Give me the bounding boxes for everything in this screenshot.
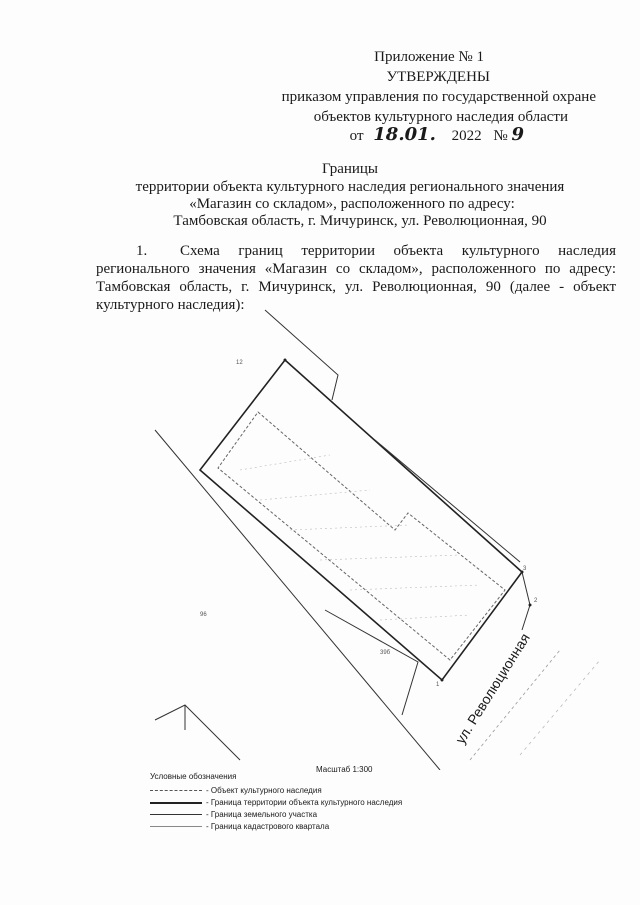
legend-swatch — [150, 826, 202, 827]
legend-item: - Граница земельного участка — [150, 810, 317, 819]
legend-swatch — [150, 814, 202, 815]
order-year: 2022 — [451, 128, 482, 144]
land-plot-line-top — [375, 440, 520, 562]
neighbor-plot-line — [265, 310, 338, 400]
heritage-object-outline — [218, 412, 505, 660]
point-label: 3 — [523, 566, 527, 572]
legend-item: - Объект культурного наследия — [150, 786, 322, 795]
plot-label: 96 — [200, 612, 207, 618]
appendix-label: Приложение № 1 — [374, 49, 484, 65]
title-line-4: Тамбовская область, г. Мичуринск, ул. Революционная, 90 — [173, 213, 547, 229]
boundary-point — [284, 359, 287, 362]
plot-label: 39б — [380, 650, 391, 656]
land-plot-line-right — [522, 572, 530, 630]
legend-item: - Граница территории объекта культурного наследия — [150, 798, 402, 807]
from-word: от — [349, 128, 364, 144]
point-label: 2 — [534, 598, 538, 604]
boundary-point — [441, 679, 444, 682]
point-label: 1 — [436, 682, 440, 688]
plot-label: 12 — [236, 360, 243, 366]
territory-boundary — [200, 360, 522, 680]
cadastral-quarter-line — [155, 430, 440, 770]
paragraph-text: Схема границ территории объекта культурного наследия регионального значения «Магазин со складом», расположенного по адресу: Тамбовская область, г. Мичуринск, ул. Революционная, 90 (далее - объект культурного наследия): — [96, 243, 616, 313]
order-line-2: объектов культурного наследия области — [313, 109, 568, 125]
legend-swatch — [150, 802, 202, 804]
lower-left-block — [155, 705, 240, 760]
street-label: ул. Революционная — [452, 630, 533, 747]
boundary-scheme-drawing — [0, 300, 640, 770]
paragraph-number: 1. — [136, 243, 148, 259]
order-date-line — [350, 125, 524, 146]
order-line-1: приказом управления по государственной охране — [281, 89, 596, 105]
title-line-1: Границы — [321, 161, 379, 177]
scale-label: Масштаб 1:300 — [316, 765, 373, 774]
handwritten-number: 9 — [511, 124, 524, 145]
number-sign: № — [493, 128, 508, 144]
handwritten-date: 18.01. — [373, 124, 436, 145]
lower-plot-line — [325, 610, 418, 715]
approved-label: УТВЕРЖДЕНЫ — [386, 69, 490, 85]
title-line-2: территории объекта культурного наследия регионального значения — [135, 179, 565, 195]
boundary-point — [529, 604, 532, 607]
legend-title: Условные обозначения — [150, 772, 237, 781]
title-line-3: «Магазин со складом», расположенного по адресу: — [189, 196, 515, 212]
legend-item: - Граница кадастрового квартала — [150, 822, 329, 831]
object-hatching — [240, 455, 480, 620]
legend-swatch — [150, 790, 202, 791]
